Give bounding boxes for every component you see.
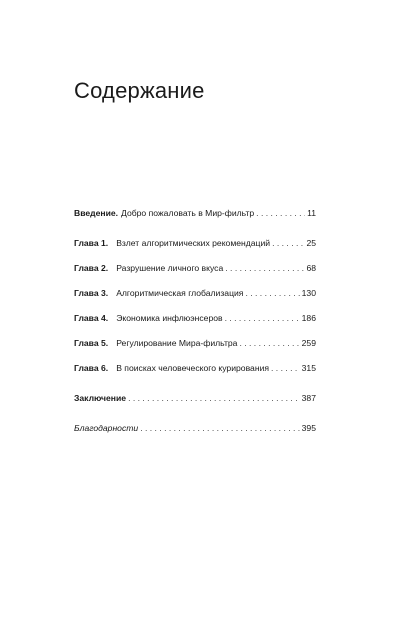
dot-leader xyxy=(245,287,299,299)
dot-leader xyxy=(239,337,299,349)
toc-entry-title: Экономика инфлюэнсеров xyxy=(116,313,223,323)
toc-entry-label: Глава 6. xyxy=(74,363,109,373)
dot-leader xyxy=(271,362,300,374)
toc-entry-page: 68 xyxy=(306,263,316,273)
toc-entry-title: Регулирование Мира-фильтра xyxy=(116,338,238,348)
toc-entry-label: Глава 5. xyxy=(74,338,109,348)
toc-entry-title: Добро пожаловать в Мир-фильтр xyxy=(121,208,255,218)
toc-entry-chapter-2[interactable] xyxy=(74,262,316,274)
dot-leader xyxy=(225,312,300,324)
toc-entry-chapter-1[interactable] xyxy=(74,237,316,249)
toc-entry-page: 259 xyxy=(301,338,316,348)
toc-entry-title: Взлет алгоритмических рекомендаций xyxy=(116,238,271,248)
toc-entry-page: 130 xyxy=(301,288,316,298)
toc-entry-label: Глава 4. xyxy=(74,313,109,323)
toc-entry-introduction[interactable] xyxy=(74,207,316,219)
toc-entry-label: Заключение xyxy=(74,393,127,403)
dot-leader xyxy=(225,262,304,274)
dot-leader xyxy=(256,207,305,219)
toc-entry-page: 315 xyxy=(301,363,316,373)
toc-entry-page: 387 xyxy=(301,393,316,403)
toc-entry-label: Введение. xyxy=(74,208,119,218)
toc-entry-acknowledgements[interactable] xyxy=(74,422,316,434)
toc-entry-label: Глава 3. xyxy=(74,288,109,298)
toc-entry-conclusion[interactable] xyxy=(74,392,316,404)
toc-entry-page: 395 xyxy=(301,423,316,433)
toc-entry-page: 186 xyxy=(301,313,316,323)
toc-entry-chapter-6[interactable] xyxy=(74,362,316,374)
toc-entry-title: Благодарности xyxy=(74,423,139,433)
page-title: Содержание xyxy=(74,78,205,103)
toc-entry-chapter-5[interactable] xyxy=(74,337,316,349)
dot-leader xyxy=(128,392,300,404)
dot-leader xyxy=(140,422,299,434)
toc-entry-title: В поисках человеческого курирования xyxy=(116,363,270,373)
toc-entry-page: 11 xyxy=(307,208,316,218)
toc-entry-page: 25 xyxy=(306,238,316,248)
toc-entry-chapter-3[interactable] xyxy=(74,287,316,299)
toc-entry-label: Глава 1. xyxy=(74,238,109,248)
toc-entry-label: Глава 2. xyxy=(74,263,109,273)
toc-entry-chapter-4[interactable] xyxy=(74,312,316,324)
toc-entry-title: Алгоритмическая глобализация xyxy=(116,288,244,298)
dot-leader xyxy=(272,237,304,249)
toc-entry-title: Разрушение личного вкуса xyxy=(116,263,224,273)
